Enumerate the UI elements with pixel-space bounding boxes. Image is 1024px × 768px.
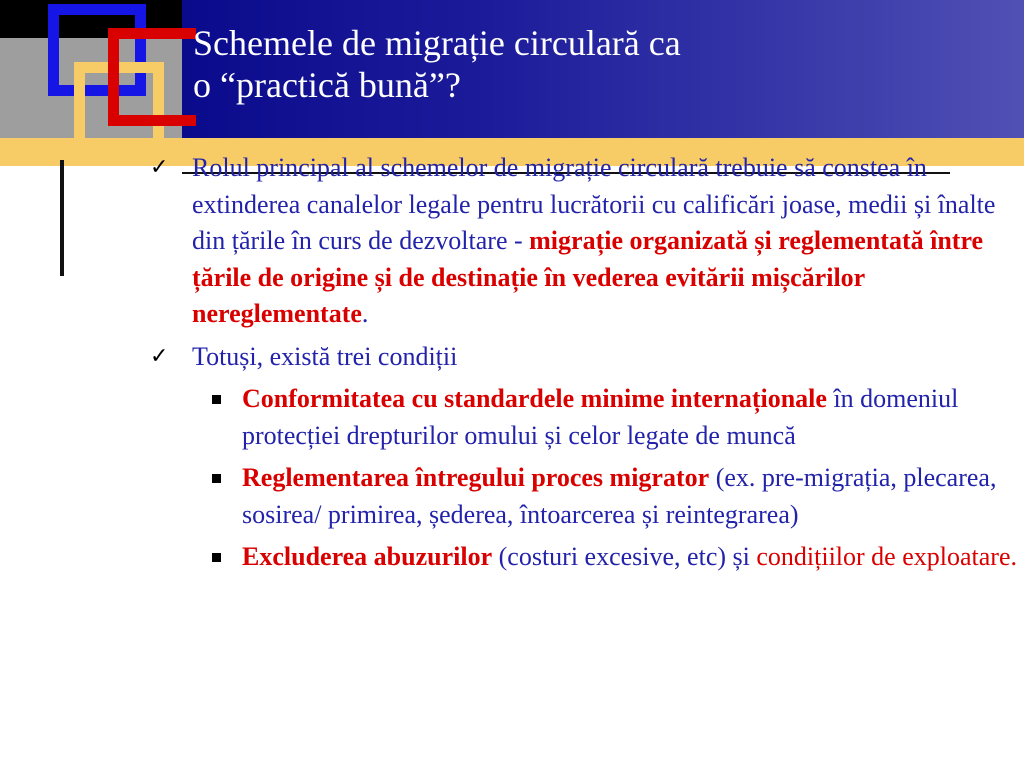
square-bullet-icon [212, 395, 221, 404]
bullet-text: Rolul principal al schemelor de migrație circulară trebuie să constea în extinderea canalelor legale pentru lucrătorii cu calificări joase, medii și înalte din țările în curs de dezvoltare - [192, 153, 996, 255]
bullet-tail: . [361, 299, 369, 328]
subbullet-emphasis: Excluderea abuzurilor [242, 542, 493, 571]
bullet-item [150, 150, 1020, 333]
square-bullet-icon [212, 474, 221, 483]
square-bullet-icon [212, 553, 221, 562]
checkmark-icon: ✓ [150, 343, 169, 369]
slide-body [150, 150, 1020, 582]
subbullet-text: în domeniul protecției drepturilor omului și celor legate de muncă [242, 384, 959, 450]
slide-title [193, 22, 993, 106]
slide-title-line-2: o “practică bună”? [193, 65, 461, 105]
subbullet-red-tail: condițiilor de exploatare. [756, 542, 1017, 571]
subbullet-text: (ex. pre-migrația, plecarea, sosirea/ primirea, șederea, întoarcerea și reintegrarea) [242, 463, 997, 529]
subbullet-emphasis: Reglementarea întregului proces migrator [242, 463, 710, 492]
slide-title-line-1: Schemele de migrație circulară ca [193, 23, 681, 63]
subbullet-item [242, 539, 1020, 576]
bullet-text: Totuși, există trei condiții [192, 341, 458, 371]
subbullet-item [242, 460, 1020, 533]
bullet-item [150, 339, 1020, 376]
subbullet-text: (costuri excesive, etc) și [492, 542, 757, 571]
subbullet-emphasis: Conformitatea cu standardele minime internaționale [242, 384, 827, 413]
bullet-emphasis: migrație organizată și reglementată între țările de origine și de destinație în vederea evitării mișcărilor nereglementate [192, 226, 984, 328]
checkmark-icon: ✓ [150, 155, 169, 180]
red-bracket-outline-icon [108, 28, 196, 126]
decorative-vertical-line [60, 160, 64, 276]
subbullet-item [242, 381, 1020, 454]
